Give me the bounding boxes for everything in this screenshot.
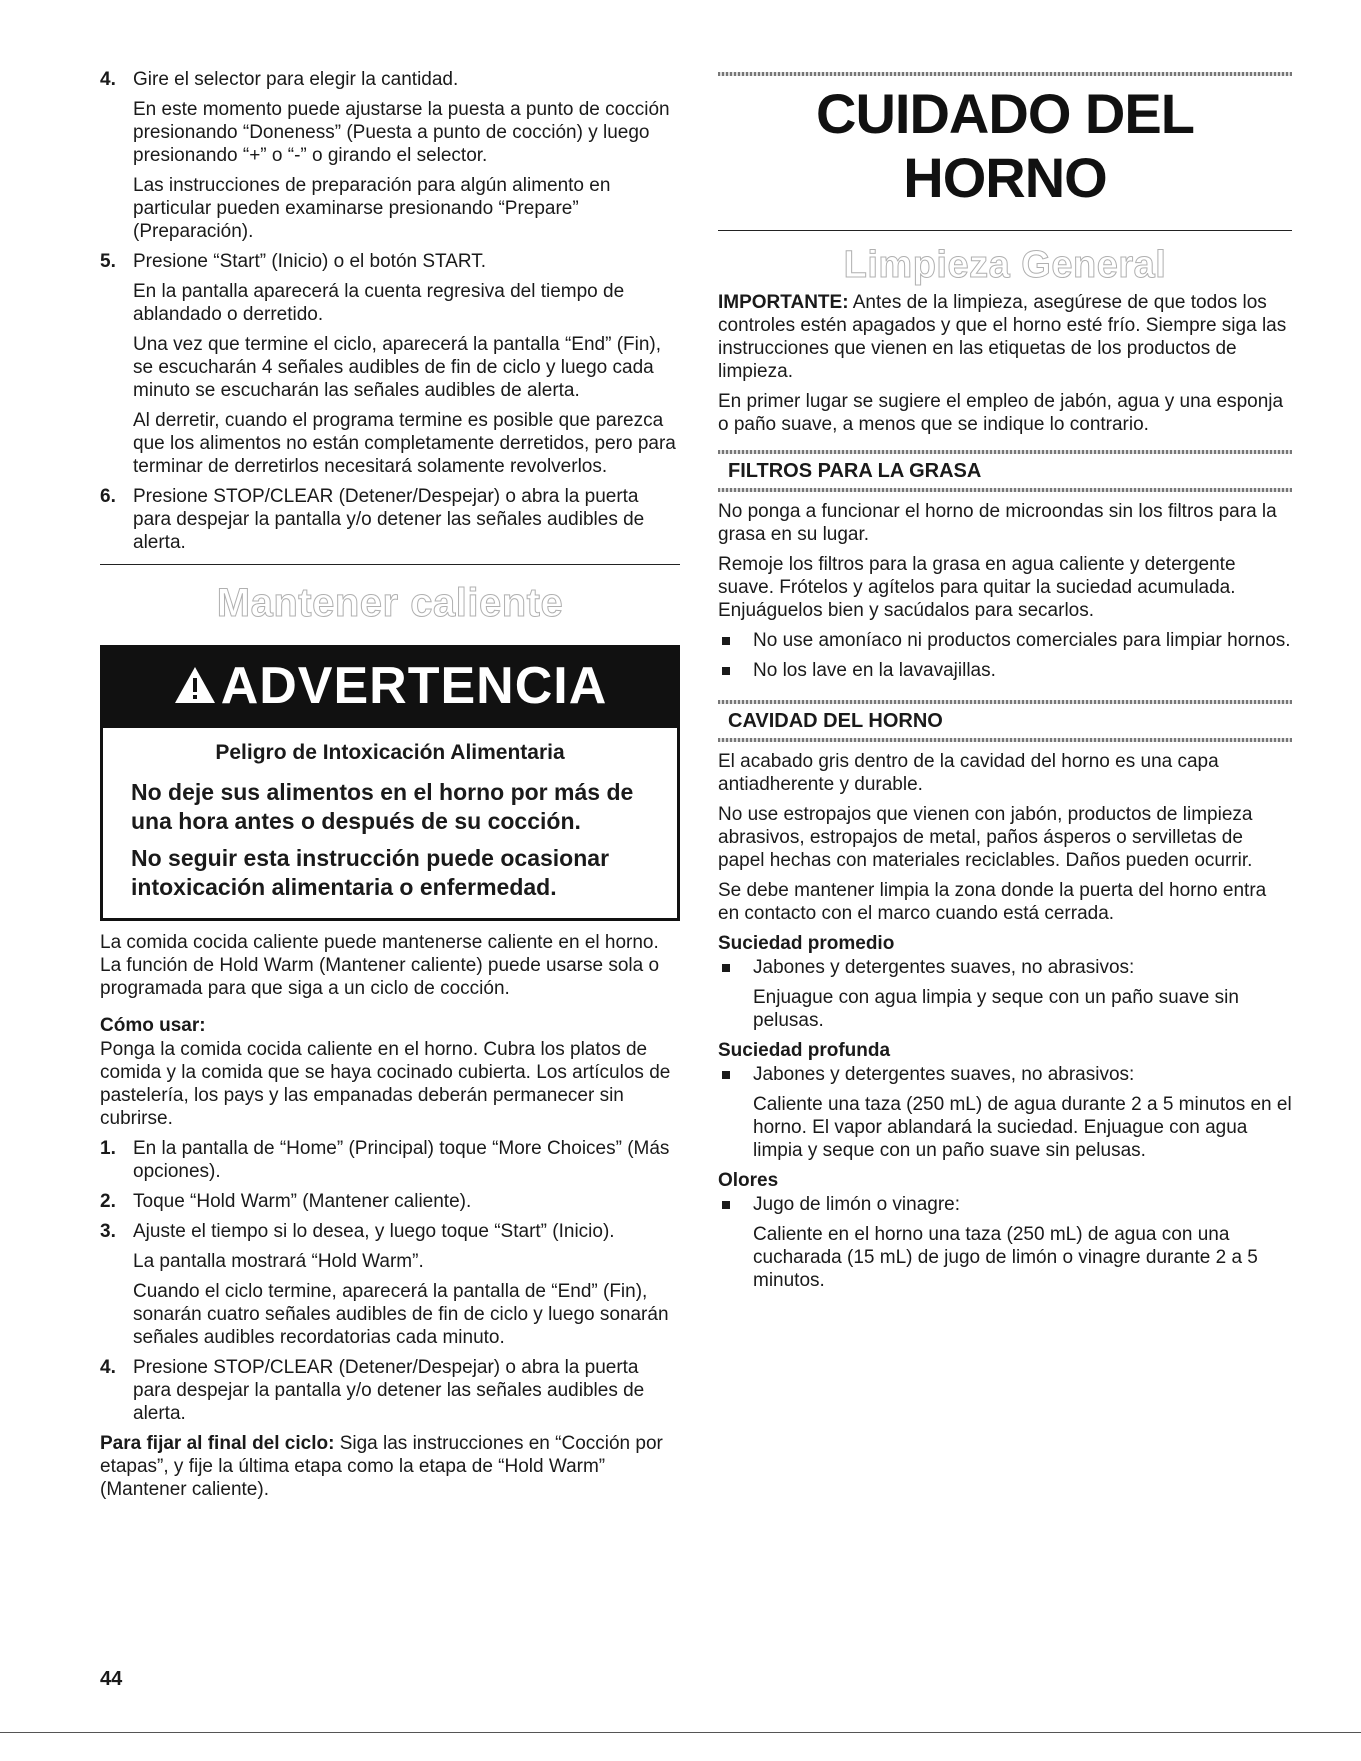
- step-number: 3.: [100, 1221, 116, 1242]
- filtros-paragraph: Remoje los filtros para la grasa en agua caliente y detergente suave. Frótelos y agítelos para quitar la suciedad acumulada. Enjuáguelos bien y sacúdalos para secarlos.: [718, 554, 1236, 621]
- left-column: [100, 0, 680, 1508]
- cavidad-paragraph: No use estropajos que vienen con jabón, productos de limpieza abrasivos, estropajos de metal, paños ásperos o servilletas de papel hechas con materiales reciclables. Daños pueden ocurrir.: [718, 804, 1253, 871]
- warning-body: [103, 728, 677, 918]
- como-usar-heading: Cómo usar:: [100, 1015, 206, 1036]
- hold-warm-step: [100, 1190, 680, 1213]
- como-usar-text: Ponga la comida cocida caliente en el horno. Cubra los platos de comida y la comida que se haya cocinado cubierta. Los artículos de pastelería, los pays y las empanadas deberán permanecer sin cubrirse.: [100, 1039, 671, 1129]
- suciedad-profunda-heading: Suciedad profunda: [718, 1040, 891, 1061]
- step-number: 4.: [100, 1357, 116, 1378]
- bullet-square-icon: [722, 667, 730, 675]
- olores-text: Caliente en el horno una taza (250 mL) de agua con una cucharada (15 mL) de jugo de limón o vinagre durante 2 a 5 minutos.: [753, 1224, 1258, 1291]
- suciedad-promedio-heading: Suciedad promedio: [718, 933, 895, 954]
- hold-warm-step: [100, 1220, 680, 1243]
- step-text: Gire el selector para elegir la cantidad.: [133, 69, 459, 90]
- cavidad-paragraph: El acabado gris dentro de la cavidad del horno es una capa antiadherente y durable.: [718, 751, 1219, 795]
- hold-warm-step-paragraph: La pantalla mostrará “Hold Warm”.: [133, 1251, 424, 1272]
- divider: [100, 564, 680, 565]
- final-del-ciclo-label: Para fijar al final del ciclo:: [100, 1433, 335, 1454]
- step-number: 5.: [100, 251, 116, 272]
- step-number: 1.: [100, 1138, 116, 1159]
- step-text: Ajuste el tiempo si lo desea, y luego toque “Start” (Inicio).: [133, 1221, 615, 1242]
- step-5-paragraph: Al derretir, cuando el programa termine es posible que parezca que los alimentos no están completamente derretidos, pero para terminar de derretirlos necesitará solamente revolverlos.: [133, 410, 676, 477]
- footer-line: [0, 1732, 1361, 1733]
- filtros-paragraph: No ponga a funcionar el horno de microondas sin los filtros para la grasa en su lugar.: [718, 501, 1277, 545]
- section-stripe: [718, 738, 1292, 742]
- filtros-bullet: [718, 629, 1292, 652]
- bullet-square-icon: [722, 1071, 730, 1079]
- title-stripe: [718, 72, 1292, 76]
- step-6: [100, 485, 680, 554]
- filtros-heading: FILTROS PARA LA GRASA: [728, 460, 982, 482]
- bullet-text: No use amoníaco ni productos comerciales para limpiar hornos.: [753, 630, 1291, 651]
- suciedad-profunda-text: Caliente una taza (250 mL) de agua durante 2 a 5 minutos en el horno. El vapor ablandará la suciedad. Enjuague con agua limpia y seque con un paño suave sin pelusas.: [753, 1094, 1292, 1161]
- importante-label: IMPORTANTE:: [718, 292, 849, 313]
- step-5: [100, 250, 680, 273]
- hold-warm-step: [100, 1356, 680, 1425]
- warning-line: No deje sus alimentos en el horno por más de una hora antes o después de su cocción.: [131, 779, 634, 834]
- bullet-text: No los lave en la lavavajillas.: [753, 660, 996, 681]
- warning-title: Peligro de Intoxicación Alimentaria: [215, 741, 565, 764]
- page-number: 44: [100, 1668, 123, 1690]
- step-4-paragraph: En este momento puede ajustarse la puesta a punto de cocción presionando “Doneness” (Puesta a punto de cocción) y luego presionando “+” o “-” o girando el selector.: [133, 99, 670, 166]
- step-text: Presione STOP/CLEAR (Detener/Despejar) o abra la puerta para despejar la pantalla y/o detener las señales audibles de alerta.: [133, 486, 645, 553]
- bullet-square-icon: [722, 964, 730, 972]
- suciedad-promedio-bullet: [718, 956, 1292, 979]
- hold-warm-step-paragraph: Cuando el ciclo termine, aparecerá la pantalla de “End” (Fin), sonarán cuatro señales audibles de fin de ciclo y luego sonarán señales audibles recordatorias cada minuto.: [133, 1281, 669, 1348]
- hold-warm-step: [100, 1137, 680, 1183]
- warning-box: [100, 645, 680, 921]
- bullet-text: Jabones y detergentes suaves, no abrasivos:: [753, 1064, 1135, 1085]
- cavidad-paragraph: Se debe mantener limpia la zona donde la puerta del horno entra en contacto con el marco cuando está cerrada.: [718, 880, 1267, 924]
- importante-paragraph: [718, 291, 1292, 383]
- bullet-text: Jabones y detergentes suaves, no abrasivos:: [753, 957, 1135, 978]
- suciedad-promedio-text: Enjuague con agua limpia y seque con un paño suave sin pelusas.: [753, 987, 1239, 1031]
- final-del-ciclo-paragraph: [100, 1432, 680, 1501]
- step-number: 6.: [100, 486, 116, 507]
- bullet-square-icon: [722, 1201, 730, 1209]
- step-text: Toque “Hold Warm” (Mantener caliente).: [133, 1191, 472, 1212]
- warning-header-text: ADVERTENCIA: [220, 657, 608, 715]
- filtros-bullet: [718, 659, 1292, 682]
- step-number: 2.: [100, 1191, 116, 1212]
- step-5-paragraph: Una vez que termine el ciclo, aparecerá la pantalla “End” (Fin), se escucharán 4 señales audibles de fin de ciclo y luego cada minuto se escucharán las señales audibles de alerta.: [133, 334, 662, 401]
- step-number: 4.: [100, 69, 116, 90]
- olores-bullet: [718, 1193, 1292, 1216]
- suciedad-profunda-bullet: [718, 1063, 1292, 1086]
- warning-triangle-icon: [173, 658, 217, 718]
- page-title: CUIDADO DEL HORNO: [816, 82, 1194, 209]
- divider: [718, 230, 1292, 231]
- cavidad-heading: CAVIDAD DEL HORNO: [728, 710, 943, 732]
- right-column: [718, 0, 1292, 1299]
- section-title-mantener-caliente: Mantener caliente: [216, 581, 564, 625]
- step-5-paragraph: En la pantalla aparecerá la cuenta regresiva del tiempo de ablandado o derretido.: [133, 281, 625, 325]
- importante-text: Antes de la limpieza, asegúrese de que todos los controles estén apagados y que el horno esté frío. Siempre siga las instrucciones que vienen en las etiquetas de los productos de limpieza.: [718, 292, 1287, 382]
- step-text: Presione STOP/CLEAR (Detener/Despejar) o abra la puerta para despejar la pantalla y/o detener las señales audibles de alerta.: [133, 1357, 645, 1424]
- warning-header: [103, 648, 677, 728]
- bullet-text: Jugo de limón o vinagre:: [753, 1194, 961, 1215]
- primer-lugar-paragraph: En primer lugar se sugiere el empleo de jabón, agua y una esponja o paño suave, a menos que se indique lo contrario.: [718, 391, 1284, 435]
- final-del-ciclo-text: Siga las instrucciones en “Cocción por etapas”, y fije la última etapa como la etapa de “Hold Warm” (Mantener caliente).: [100, 1433, 663, 1500]
- step-4: [100, 68, 680, 91]
- warning-line: No seguir esta instrucción puede ocasionar intoxicación alimentaria o enfermedad.: [131, 845, 610, 900]
- bullet-square-icon: [722, 637, 730, 645]
- section-stripe: [718, 488, 1292, 492]
- step-text: En la pantalla de “Home” (Principal) toque “More Choices” (Más opciones).: [133, 1138, 670, 1182]
- step-4-paragraph: Las instrucciones de preparación para algún alimento en particular pueden examinarse presionando “Prepare” (Preparación).: [133, 175, 611, 242]
- hold-warm-intro: La comida cocida caliente puede mantenerse caliente en el horno. La función de Hold Warm (Mantener caliente) puede usarse sola o programada para que siga a un ciclo de cocción.: [100, 932, 660, 999]
- olores-heading: Olores: [718, 1170, 779, 1191]
- step-text: Presione “Start” (Inicio) o el botón START.: [133, 251, 487, 272]
- section-title-limpieza-general: Limpieza General: [843, 244, 1167, 286]
